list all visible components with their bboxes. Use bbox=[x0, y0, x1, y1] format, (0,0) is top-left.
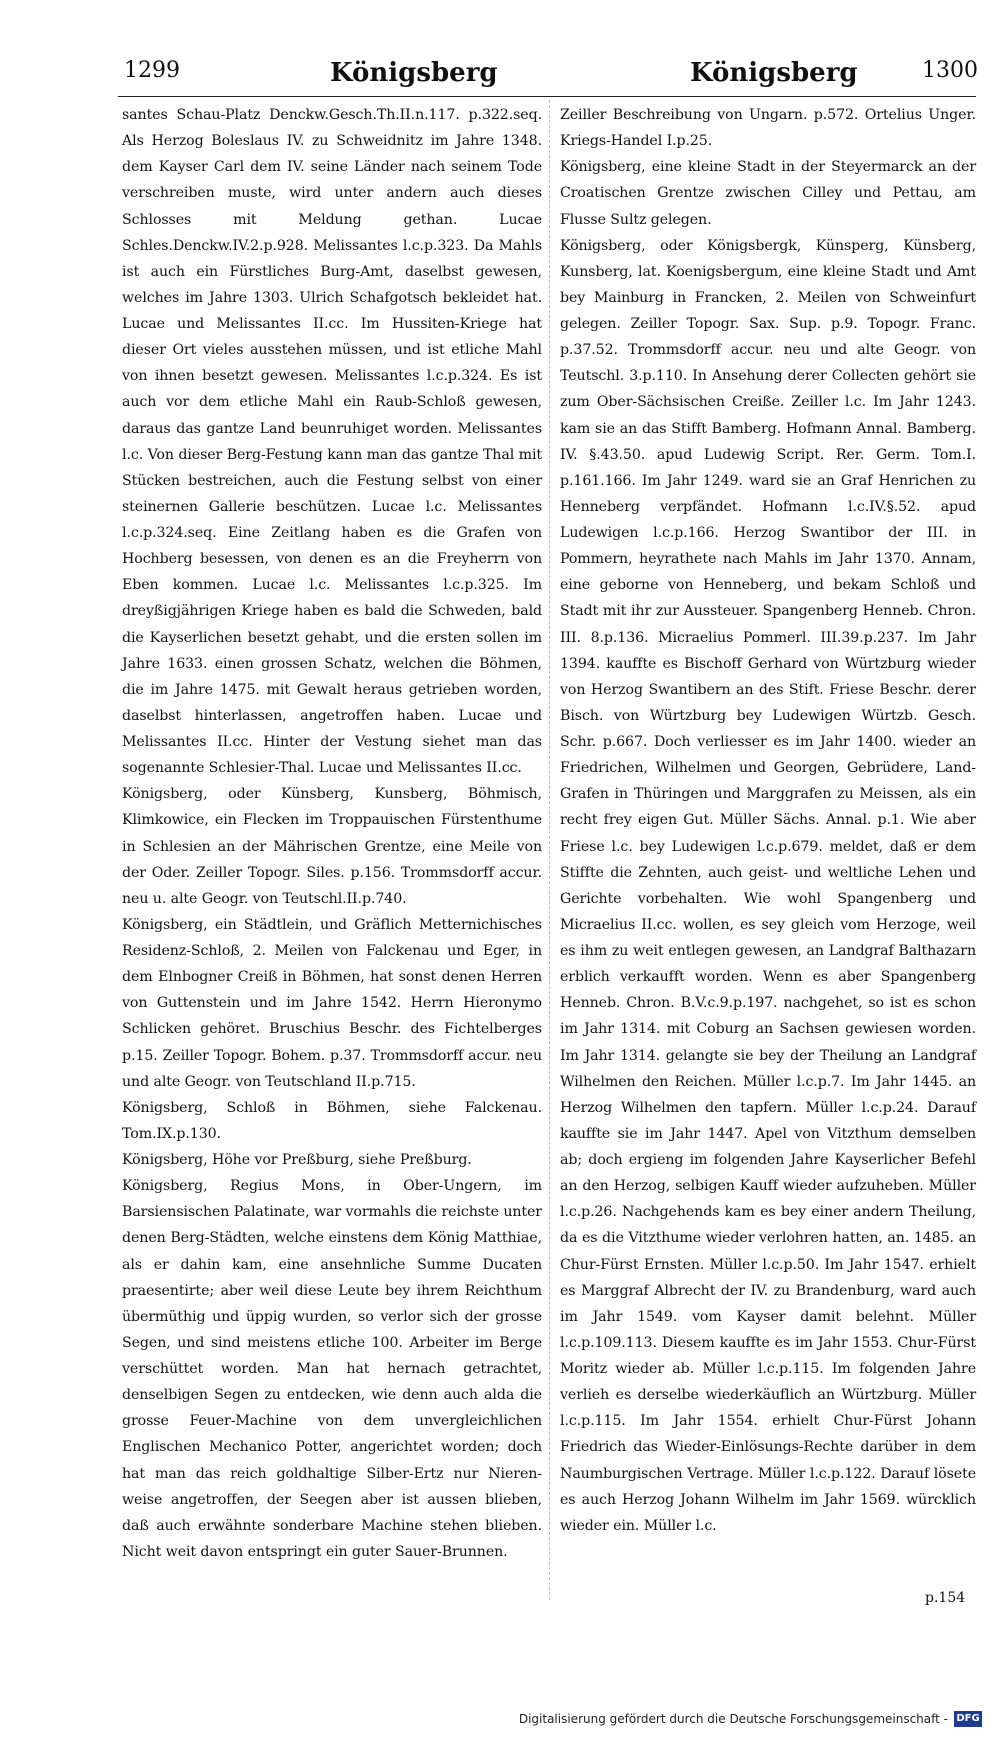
entry-paragraph: Königsberg, Schloß in Böhmen, siehe Falckenau. Tom.IX.p.130. bbox=[122, 1099, 542, 1142]
right-column bbox=[560, 102, 976, 1539]
entry-paragraph: Zeiller Beschreibung von Ungarn. p.572. Ortelius Unger. Kriegs-Handel I.p.25. bbox=[560, 107, 976, 150]
entry-paragraph: Königsberg, eine kleine Stadt in der Steyermarck an der Croatischen Grentze zwischen Cilley und Pettau, am Flusse Sultz gelegen. bbox=[560, 159, 976, 228]
page-number-left: 1299 bbox=[124, 58, 180, 83]
entry-paragraph: Königsberg, Höhe vor Preßburg, siehe Preßburg. bbox=[122, 1152, 472, 1168]
column-separator bbox=[549, 100, 551, 1600]
catchword: p.154 bbox=[925, 1590, 966, 1606]
dfg-logo-icon: DFG bbox=[954, 1711, 982, 1727]
header-rule bbox=[118, 96, 976, 97]
entry-paragraph: Königsberg, oder Künsberg, Kunsberg, Böhmisch, Klimkowice, ein Flecken im Troppauischen Fürstenthume in Schlesien an der Mährischen Grentze, eine Meile von der Oder. Zeiller Topogr. Siles. p.156. Trommsdorff accur. neu u. alte Geogr. von Teutschl.II.p.740. bbox=[122, 786, 542, 907]
running-title-left: Königsberg bbox=[330, 58, 498, 88]
entry-paragraph: Königsberg, ein Städtlein, und Gräflich Metternichisches Residenz-Schloß, 2. Meilen von Falckenau und Eger, in dem Elnbogner Creiß in Böhmen, hat sonst denen Herren von Guttenstein und im Jahre 1542. Herrn Hieronymo Schlicken gehöret. Bruschius Beschr. des Fichtelberges p.15. Zeiller Topogr. Bohem. p.37. Trommsdorff accur. neu und alte Geogr. von Teutschland II.p.715. bbox=[122, 916, 542, 1090]
entry-paragraph: Königsberg, Regius Mons, in Ober-Ungern, im Barsiensischen Palatinate, war vormahls die reichste unter denen Berg-Städten, welche einstens dem König Matthiae, als er dahin kam, eine ansehnliche Summe Ducaten praesentirte; aber weil diese Leute bey ihrem Reichthum übermüthig und üppig wurden, so verlor sich der grosse Segen, und sind meistens etliche 100. Arbeiter im Berge verschüttet worden. Man hat hernach getrachtet, denselbigen Segen zu entdecken, wie denn auch alda die grosse Feuer-Machine von dem unvergleichlichen Englischen Mechanico Potter, angerichtet worden; doch hat man das reich goldhaltige Silber-Ertz nur Nieren-weise angetroffen, der Seegen aber ist aussen blieben, daß auch erwähnte sonderbare Machine stehen blieben. Nicht weit davon entspringt ein guter Sauer-Brunnen. bbox=[122, 1178, 542, 1560]
page-number-right: 1300 bbox=[922, 58, 978, 83]
running-title-right: Königsberg bbox=[690, 58, 858, 88]
digitization-footer bbox=[519, 1711, 982, 1727]
entry-paragraph: santes Schau-Platz Denckw.Gesch.Th.II.n.117. p.322.seq. Als Herzog Boleslaus IV. zu Schweidnitz im Jahre 1348. dem Kayser Carl dem IV. seine Länder nach seinem Tode verschreiben muste, wird unter andern auch dieses Schlosses mit Meldung gethan. Lucae Schles.Denckw.IV.2.p.928. Melissantes l.c.p.323. Da Mahls ist auch ein Fürstliches Burg-Amt, daselbst gewesen, welches im Jahre 1303. Ulrich Schafgotsch bekleidet hat. Lucae und Melissantes II.cc. Im Hussiten-Kriege hat dieser Ort vieles ausstehen müssen, und ist etliche Mahl von ihnen besetzt gewesen. Melissantes l.c.p.324. Es ist auch vor dem etliche Mahl ein Raub-Schloß gewesen, daraus das gantze Land beunruhiget worden. Melissantes l.c. Von dieser Berg-Festung kann man das gantze Thal mit Stücken bestreichen, auch die Festung selbst von einer steinernen Gallerie beschützen. Lucae l.c. Melissantes l.c.p.324.seq. Eine Zeitlang haben es die Grafen von Hochberg besessen, von denen es an die Freyherrn von Eben kommen. Lucae l.c. Melissantes l.c.p.325. Im dreyßigjährigen Kriege haben es bald die Schweden, bald die Kayserlichen besetzt gehabt, und die ersten sollen im Jahre 1633. einen grossen Schatz, welchen die Böhmen, die im Jahre 1475. mit Gewalt heraus getrieben worden, daselbst hinterlassen, angetroffen haben. Lucae und Melissantes II.cc. Hinter der Vestung siehet man das sogenannte Schlesier-Thal. Lucae und Melissantes II.cc. bbox=[122, 107, 542, 777]
footer-text: Digitalisierung gefördert durch die Deutsche Forschungsgemeinschaft - bbox=[518, 1712, 948, 1726]
entry-paragraph: Königsberg, oder Königsbergk, Künsperg, Künsberg, Kunsberg, lat. Koenigsbergum, eine kleine Stadt und Amt bey Mainburg in Francken, 2. Meilen von Schweinfurt gelegen. Zeiller Topogr. Sax. Sup. p.9. Topogr. Franc. p.37.52. Trommsdorff accur. neu und alte Geogr. von Teutschl. 3.p.110. In Ansehung derer Collecten gehört sie zum Ober-Sächsischen Creiße. Zeiller l.c. Im Jahr 1243. kam sie an das Stifft Bamberg. Hofmann Annal. Bamberg. IV. §.43.50. apud Ludewig Script. Rer. Germ. Tom.I. p.161.166. Im Jahr 1249. ward sie an Graf Henrichen zu Henneberg verpfändet. Hofmann l.c.IV.§.52. apud Ludewigen l.c.p.166. Herzog Swantibor der III. in Pommern, heyrathete nach Mahls im Jahr 1370. Annam, eine geborne von Henneberg, und bekam Schloß und Stadt mit ihr zur Aussteuer. Spangenberg Henneb. Chron. III. 8.p.136. Micraelius Pommerl. III.39.p.237. Im Jahr 1394. kauffte es Bischoff Gerhard von Würtzburg wieder von Herzog Swantibern an des Stift. Friese Beschr. derer Bisch. von Würtzburg bey Ludewigen Würtzb. Gesch. Schr. p.667. Doch verliesser es im Jahr 1400. wieder an Friedrichen, Wilhelmen und Georgen, Gebrüdere, Land-Grafen in Thüringen und Marggrafen zu Meissen, als ein recht frey eigen Gut. Müller Sächs. Annal. p.1. Wie aber Friese l.c. bey Ludewigen l.c.p.679. meldet, daß er dem Stiffte die Zehnten, auch geist- und weltliche Lehen und Gerichte vorbehalten. Wie wohl Spangenberg und Micraelius II.cc. wollen, es sey gleich vom Herzoge, weil es ihm zu weit entlegen gewesen, an Landgraf Balthazarn erblich verkaufft worden. Wenn es aber Spangenberg Henneb. Chron. B.V.c.9.p.197. nachgehet, so ist es schon im Jahr 1314. mit Coburg an Sachsen gewiesen worden. Im Jahr 1314. gelangte sie bey der Theilung an Landgraf Wilhelmen den Reichen. Müller l.c.p.7. Im Jahr 1445. an Herzog Wilhelmen den tapfern. Müller l.c.p.24. Darauf kauffte sie im Jahr 1447. Apel von Vitzthum demselben ab; doch ergieng im folgenden Jahre Kayserlicher Befehl an den Herzog, selbigen Kauff wieder aufzuheben. Müller l.c.p.26. Nachgehends kam es bey einer andern Theilung, da es die Vitzthume wieder verlohren hatten, an. 1485. an Chur-Fürst Ernsten. Müller l.c.p.50. Im Jahr 1547. erhielt es Marggraf Albrecht der IV. zu Brandenburg, ward auch im Jahr 1549. vom Kayser damit belehnt. Müller l.c.p.109.113. Diesem kauffte es im Jahr 1553. Chur-Fürst Moritz wieder ab. Müller l.c.p.115. Im folgenden Jahre verlieh es derselbe wiederkäuflich an Würtzburg. Müller l.c.p.115. Im Jahr 1554. erhielt Chur-Fürst Johann Friedrich das Wieder-Einlösungs-Rechte darüber in dem Naumburgischen Vertrage. Müller l.c.p.122. Darauf lösete es auch Herzog Johann Wilhelm im Jahr 1569. würcklich wieder ein. Müller l.c. bbox=[560, 237, 976, 1534]
left-column bbox=[122, 102, 542, 1565]
